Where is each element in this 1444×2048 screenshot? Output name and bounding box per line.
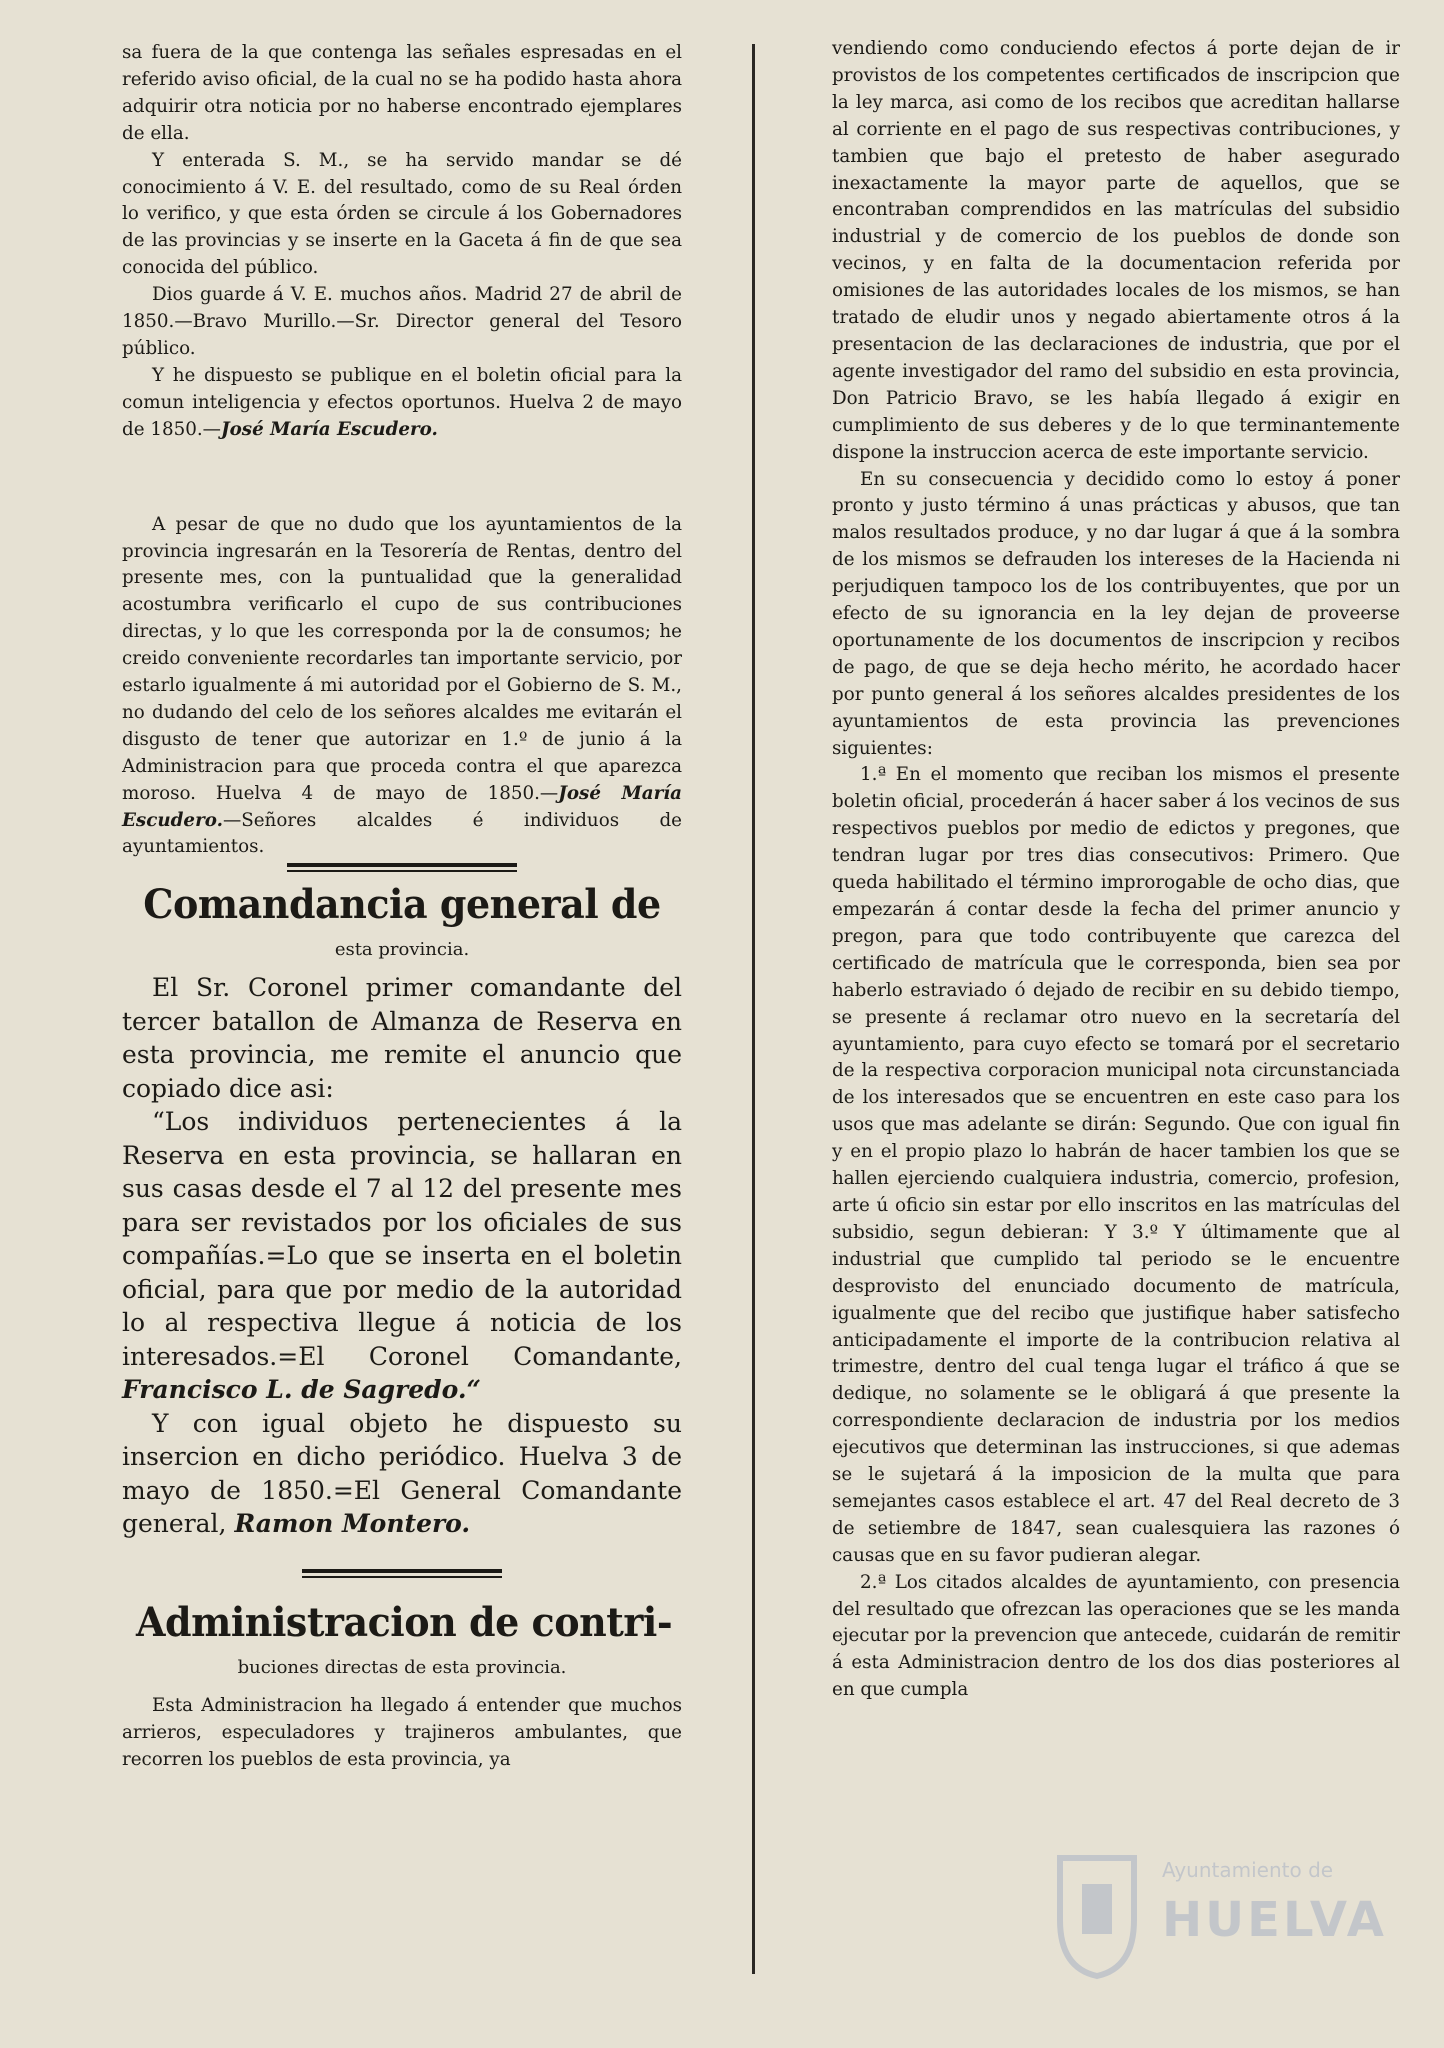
watermark-line2: HUELVA xyxy=(1162,1892,1387,1948)
signature: Ramon Montero. xyxy=(234,1509,471,1539)
section-heading: Administracion de contri- xyxy=(136,1598,673,1646)
section-subheading: buciones directas de esta provincia. xyxy=(237,1656,567,1678)
spacer xyxy=(122,444,682,512)
paragraph: “Los individuos pertenecientes á la Reserva en esta provincia, se hallaran en sus casas desde el 7 al 12 del presente mes para ser revistados por los oficiales de sus compañías.=Lo que se inserta en el boletin oficial, para que por medio de la autoridad lo al respectiva llegue á noticia de los interesados.=El Coronel Comandante, Francisco L. de Sagredo.“ xyxy=(122,1107,682,1405)
watermark-line1: Ayuntamiento de xyxy=(1162,1858,1334,1882)
paragraph: En su consecuencia y decidido como lo estoy á poner pronto y justo término á unas prácticas y abusos, que tan malos resultados produce, y no dar lugar á que á la sombra de los mismos se defrauden los intereses de la Hacienda ni perjudiquen tampoco los de los contribuyentes, que por un efecto de su ignorancia en la ley dejan de proveerse oportunamente de los documentos de inscripcion y recibos de pago, de que se deja hecho mérito, he acordado hacer por punto general á los señores alcaldes presidentes de los ayuntamientos de esta provincia las prevenciones siguientes: xyxy=(832,468,1400,759)
paragraph: Y enterada S. M., se ha servido mandar se dé conocimiento á V. E. del resultado, como de su Real órden lo verifico, y que esta órden se circule á los Gobernadores de las provincias y se inserte en la Gaceta á fin de que sea conocida del público. xyxy=(122,149,682,279)
column-rule xyxy=(752,44,755,1974)
signature: José María Escudero. xyxy=(220,418,438,440)
divider-ornament xyxy=(302,1567,502,1581)
paragraph: Dios guarde á V. E. muchos años. Madrid 27 de abril de 1850.—Bravo Murillo.—Sr. Director general del Tesoro público. xyxy=(122,284,682,359)
paragraph: sa fuera de la que contenga las señales espresadas en el referido aviso oficial, de la cual no se ha podido hasta ahora adquirir otra noticia por no haberse encontrado ejemplares de ella. xyxy=(122,42,682,144)
paragraph: 1.ª En el momento que reciban los mismos el presente boletin oficial, procederán á hacer saber á los vecinos de sus respectivos pueblos por medio de edictos y pregones, que tendran lugar por tres dias consecutivos: Primero. Que queda habilitado el término improrogable de ocho dias, que empezarán á contar desde la fecha del primer anuncio y pregon, para que todo contribuyente que carezca del certificado de matrícula que le corresponda, bien sea por haberlo estraviado ó dejado de recibir en su debido tiempo, se presente á reclamar otro nuevo en la secretaría del ayuntamiento, para cuyo efecto se tomará por el secretario de la respectiva corporacion municipal nota circunstanciada de los interesados que se encuentren en este caso para los usos que mas adelante se dirán: Segundo. Que con igual fin y en el propio plazo lo habrán de hacer tambien los que se hallen ejerciendo cualquiera industria, comercio, profesion, arte ú oficio sin estar por ello inscritos en las matrículas del subsidio, segun debieran: Y 3.º Y últimamente que al industrial que cumplido tal periodo se le encuentre desprovisto del enunciado documento de matrícula, igualmente que del recibo que justifique haber satisfecho anticipadamente el importe de la contribucion relativa al trimestre, dentro del cual tenga lugar el tráfico á que se dedique, no solamente se le obligará á que presente la correspondiente declaracion de industria por los medios ejecutivos que determinan las instrucciones, si que ademas se le sujetará á la imposicion de la multa que para semejantes casos establece el art. 47 del Real decreto de 3 de setiembre de 1847, sean cualesquiera las razones ó causas que en su favor pudieran alegar. xyxy=(832,764,1400,1566)
paragraph: El Sr. Coronel primer comandante del tercer batallon de Almanza de Reserva en esta provincia, me remite el anuncio que copiado dice asi: xyxy=(122,973,682,1103)
paragraph: A pesar de que no dudo que los ayuntamientos de la provincia ingresarán en la Tesorería de Rentas, dentro del presente mes, con la puntualidad que la generalidad acostumbra verificarlo el cupo de sus contribuciones directas, y lo que les corresponda por la de consumos; he creido conveniente recordarles tan importante servicio, por estarlo igualmente á mi autoridad por el Gobierno de S. M., no dudando del celo de los señores alcaldes me evitarán el disgusto de tener que autorizar en 1.º de junio á la Administracion para que proceda contra el que aparezca moroso. Huelva 4 de mayo de 1850.—José María Escudero.—Señores alcaldes é individuos de ayuntamientos. xyxy=(122,513,682,858)
paragraph: Y he dispuesto se publique en el boletin oficial para la comun inteligencia y efectos oportunos. Huelva 2 de mayo de 1850.—José María Escudero. xyxy=(122,364,682,440)
section-subheading: esta provincia. xyxy=(334,939,470,961)
paragraph: Y con igual objeto he dispuesto su insercion en dicho periódico. Huelva 3 de mayo de 1850.=El General Comandante general, Ramon Montero. xyxy=(122,1408,682,1539)
left-column xyxy=(122,40,682,1774)
paragraph: 2.ª Los citados alcaldes de ayuntamiento, con presencia del resultado que ofrezcan las operaciones que se les manda ejecutar por la prevencion que antecede, cuidarán de remitir á esta Administracion dentro de los dos dias posteriores al en que cumpla xyxy=(832,1571,1400,1701)
section-heading: Comandancia general de xyxy=(143,881,661,929)
paragraph: Esta Administracion ha llegado á entender que muchos arrieros, especuladores y trajineros ambulantes, que recorren los pueblos de esta provincia, ya xyxy=(122,1694,682,1770)
signature: José María Escudero. xyxy=(122,782,682,831)
paragraph: vendiendo como conduciendo efectos á porte dejan de ir provistos de los competentes certificados de inscripcion que la ley marca, asi como de los recibos que acreditan hallarse al corriente en el pago de sus respectivas contribuciones, y tambien que bajo el pretesto de haber asegurado inexactamente la mayor parte de aquellos, que se encontraban comprendidos en las matrículas del subsidio industrial y de comercio de los pueblos de donde son vecinos, y en falta de la documentacion referida por omisiones de las autoridades locales de los mismos, se han tratado de eludir unos y negado abiertamente otros á la presentacion de las declaraciones de industria, que por el agente investigador del ramo del subsidio en esta provincia, Don Patricio Bravo, se les había llegado á exigir en cumplimiento de sus deberes y de lo que terminantemente dispone la instruccion acerca de este importante servicio. xyxy=(832,38,1400,463)
right-column xyxy=(832,36,1400,1704)
divider-ornament xyxy=(287,861,517,875)
coat-of-arms-icon xyxy=(1052,1850,1142,1980)
archive-watermark xyxy=(1052,1840,1392,2040)
signature: Francisco L. de Sagredo.“ xyxy=(122,1375,481,1405)
